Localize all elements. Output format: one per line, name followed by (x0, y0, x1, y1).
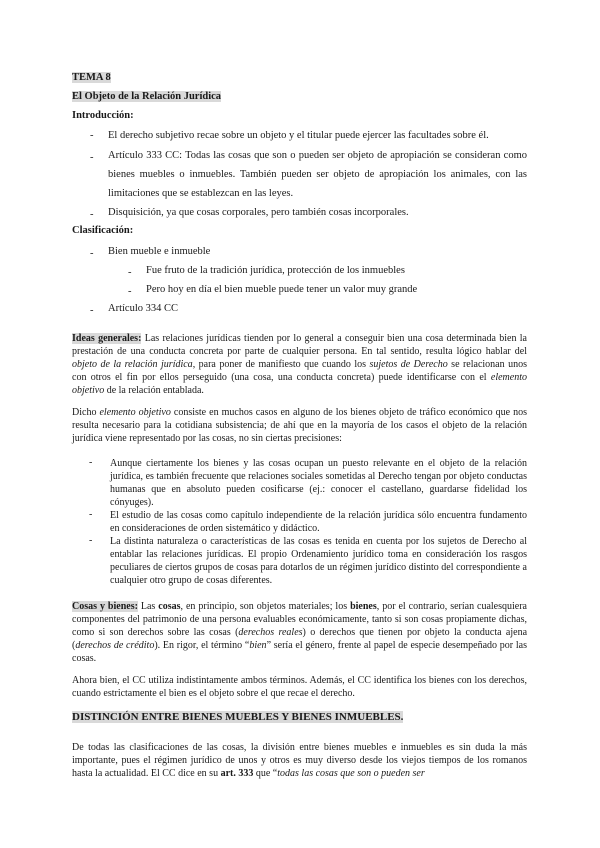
precision-item: El estudio de las cosas como capítulo independiente de la relación jurídica sólo encuentra fundamento en consideraciones de orden sistemático y didáctico. (110, 510, 527, 534)
bullet-dash: - (90, 209, 94, 220)
intro-item: El derecho subjetivo recae sobre un objeto y el titular puede ejercer las facultades sobre él. (108, 130, 489, 141)
bullet-dash: - (90, 130, 94, 141)
clasificacion-heading: Clasificación: (72, 225, 134, 236)
bullet-dash: - (89, 509, 93, 520)
clasif-item: Artículo 334 CC (108, 303, 178, 314)
bullet-dash: - (90, 152, 94, 163)
clasif-subitem: Fue fruto de la tradición jurídica, protección de los inmuebles (146, 265, 405, 276)
objeto-title: El Objeto de la Relación Jurídica (72, 91, 222, 102)
sub-bullet-dash: - (128, 286, 132, 297)
intro-heading: Introducción: (72, 110, 134, 121)
clasif-item: Bien mueble e inmueble (108, 246, 211, 257)
clasif-subitem: Pero hoy en día el bien mueble puede tener un valor muy grande (146, 284, 418, 295)
cosas-bienes-paragraph: Cosas y bienes: Las cosas, en principio, son objetos materiales; los bienes, por el contrario, serían cualesquiera componentes del patrimonio de una persona evaluables económicamente, tanto si son cosas propiamente dichas, como si son derechos sobre las cosas (derechos reales) o derechos que tienen por objeto la conducta ajena (derechos de crédito). En rigor, el término “bien” sería el género, frente al papel de especie desempeñado por las cosas. (72, 601, 528, 664)
ahora-bien-paragraph: Ahora bien, el CC utiliza indistintamente ambos términos. Además, el CC identifica los bienes con los derechos, cuando estrictamente el bien es el objeto sobre el que recae el derecho. (72, 675, 527, 699)
tema-heading: TEMA 8 (72, 72, 111, 83)
distincion-heading: DISTINCIÓN ENTRE BIENES MUEBLES Y BIENES INMUEBLES. (72, 711, 404, 723)
ideas-generales-paragraph: Ideas generales: Las relaciones jurídicas tienden por lo general a conseguir bien una cosa determinada bien la prestación de una conducta concreta por parte de cualquier persona. En tal sentido, resulta lógico hablar del objeto de la relación jurídica, para poner de manifiesto que cuando los sujetos de Derecho se relacionan unos con otros el fin por ellos perseguido (una cosa, una conducta concreta) puede identificarse con el elemento objetivo de la relación entablada. (72, 333, 527, 396)
dicho-paragraph: Dicho elemento objetivo consiste en muchos casos en alguno de los bienes objeto de tráfico económico que nos resulta necesario para la cotidiana subsistencia; de ahí que en la mayoría de los casos el objeto de la relación jurídica viene representado por las cosas, no sin ciertas precisiones: (72, 407, 527, 444)
bullet-dash: - (89, 535, 93, 546)
sub-bullet-dash: - (128, 267, 132, 278)
precision-item: Aunque ciertamente los bienes y las cosas ocupan un puesto relevante en el objeto de la relación jurídica, es también frecuente que relaciones sociales sometidas al Derecho tengan por objeto conductas humanas que en absoluto pueden cosificarse (ej.: conocer el castellano, guardarse fidelidad los cónyuges). (110, 458, 527, 508)
bullet-dash: - (90, 305, 94, 316)
precision-item: La distinta naturaleza o características de las cosas es tenida en cuenta por los sujetos de Derecho al entablar las relaciones jurídicas. El propio Ordenamiento jurídico toma en consideración los rasgos peculiares de ciertos grupos de cosas para dotarlos de un régimen jurídico distinto del correspondiente a cualquier otro grupo de cosas diferentes. (110, 536, 527, 586)
intro-item: Disquisición, ya que cosas corporales, pero también cosas incorporales. (108, 207, 409, 218)
bullet-dash: - (90, 248, 94, 259)
distincion-paragraph: De todas las clasificaciones de las cosas, la división entre bienes muebles e inmuebles es sin duda la más importante, pues el régimen jurídico de unos y otros es muy diverso desde los viejos tiempos de los romanos hasta la actualidad. El CC dice en su art. 333 que “todas las cosas que son o pueden ser (72, 742, 527, 779)
bullet-dash: - (89, 457, 93, 468)
intro-item: Artículo 333 CC: Todas las cosas que son o pueden ser objeto de apropiación se consideran como bienes muebles o inmuebles. También pueden ser objeto de apropiación los animales, con las limitaciones que se establezcan en las leyes. (108, 150, 527, 199)
